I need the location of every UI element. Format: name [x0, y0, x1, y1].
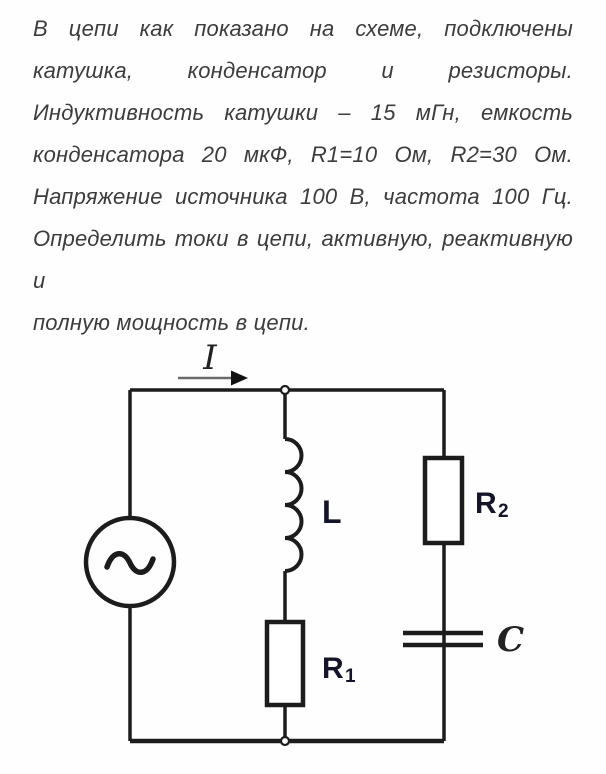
problem-line-2: катушка, конденсатор и резисторы. [33, 58, 573, 83]
resistor-r1-subscript: 1 [345, 666, 356, 687]
problem-line-1: В цепи как показано на схеме, подключены [33, 16, 573, 41]
problem-line-3: Индуктивность катушки – 15 мГн, емкость [33, 100, 573, 125]
capacitor-label: C [497, 620, 525, 660]
resistor-r2 [425, 458, 462, 543]
problem-line-4: конденсатора 20 мкФ, R1=10 Ом, R2=30 Ом. [33, 142, 573, 167]
problem-line-5: Напряжение источника 100 В, частота 100 Гц. [33, 184, 573, 209]
problem-line-6: Определить токи в цепи, активную, реактивную и [33, 226, 573, 293]
resistor-r1 [267, 622, 303, 705]
inductor-coil [285, 439, 302, 571]
inductor-label: L [322, 494, 342, 530]
circuit-diagram [0, 314, 606, 774]
problem-line-7: полную мощность в цепи. [33, 310, 310, 335]
bottom-junction-node [281, 737, 289, 745]
current-label: I [203, 338, 217, 378]
resistor-r1-label: R [322, 652, 344, 685]
top-junction-node [281, 386, 289, 394]
resistor-r2-subscript: 2 [498, 501, 509, 522]
problem-text [33, 8, 573, 344]
current-arrow-head [231, 371, 248, 386]
sine-wave-icon [107, 554, 153, 573]
resistor-r2-label: R [475, 487, 497, 520]
